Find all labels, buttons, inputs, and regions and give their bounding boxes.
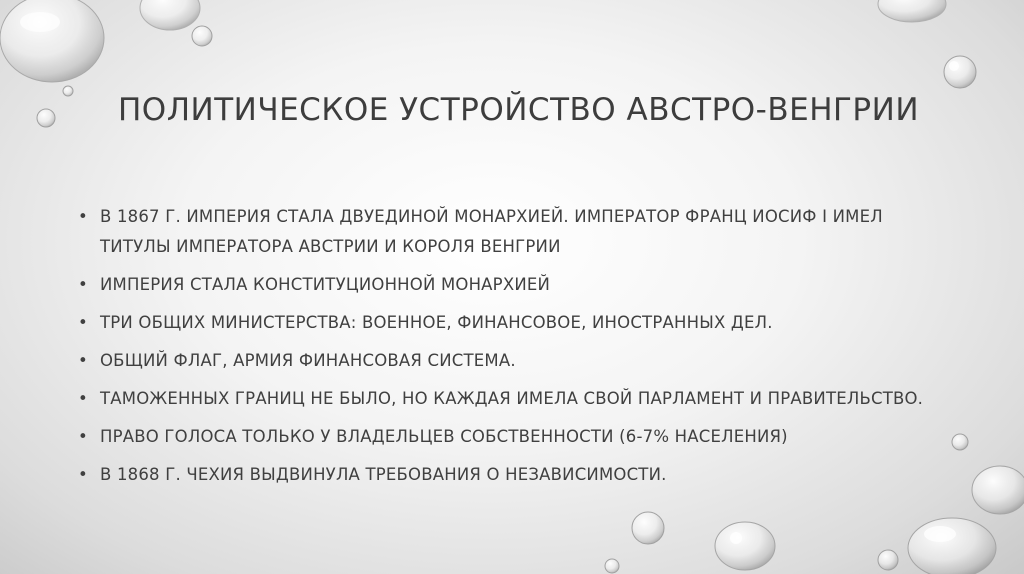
bullet-list bbox=[78, 202, 938, 498]
slide-title: ПОЛИТИЧЕСКОЕ УСТРОЙСТВО АВСТРО-ВЕНГРИИ bbox=[118, 92, 920, 128]
bullet-item: • В 1867 Г. ИМПЕРИЯ СТАЛА ДВУЕДИНОЙ МОНАРХИЕЙ. ИМПЕРАТОР ФРАНЦ ИОСИФ I ИМЕЛ ТИТУЛЫ ИМПЕРАТОРА АВСТРИИ И КОРОЛЯ ВЕНГРИИ bbox=[78, 202, 938, 262]
bullet-item: • ТАМОЖЕННЫХ ГРАНИЦ НЕ БЫЛО, НО КАЖДАЯ ИМЕЛА СВОЙ ПАРЛАМЕНТ И ПРАВИТЕЛЬСТВО. bbox=[78, 384, 938, 414]
bullet-item: • ОБЩИЙ ФЛАГ, АРМИЯ ФИНАНСОВАЯ СИСТЕМА. bbox=[78, 346, 938, 376]
bullet-item: • ИМПЕРИЯ СТАЛА КОНСТИТУЦИОННОЙ МОНАРХИЕЙ bbox=[78, 270, 938, 300]
bullet-item: • ПРАВО ГОЛОСА ТОЛЬКО У ВЛАДЕЛЬЦЕВ СОБСТВЕННОСТИ (6-7% НАСЕЛЕНИЯ) bbox=[78, 422, 938, 452]
bullet-item: • ТРИ ОБЩИХ МИНИСТЕРСТВА: ВОЕННОЕ, ФИНАНСОВОЕ, ИНОСТРАННЫХ ДЕЛ. bbox=[78, 308, 938, 338]
bullet-item: • В 1868 Г. ЧЕХИЯ ВЫДВИНУЛА ТРЕБОВАНИЯ О НЕЗАВИСИМОСТИ. bbox=[78, 460, 938, 490]
